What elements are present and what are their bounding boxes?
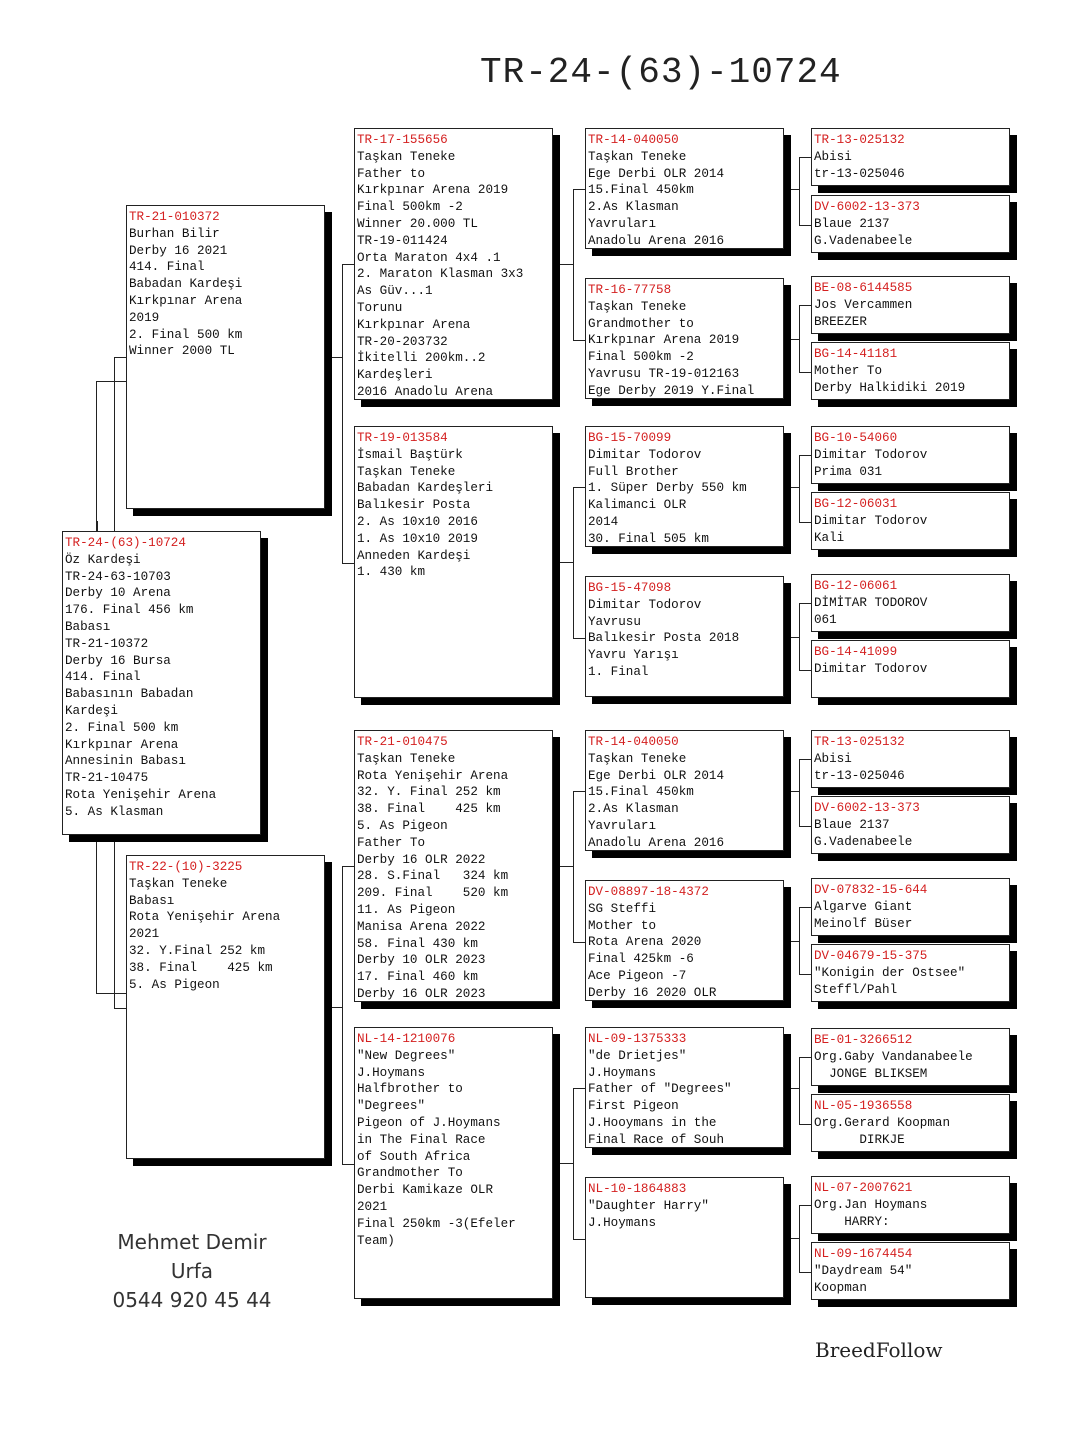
pigeon-note: 5. As Pigeon bbox=[129, 977, 220, 992]
pigeon-note: Derby 16 OLR 2022 bbox=[357, 852, 486, 867]
ring-number: DV-07832-15-644 bbox=[814, 883, 928, 897]
pigeon-card bbox=[811, 1176, 1010, 1234]
pigeon-note: 061 bbox=[814, 612, 837, 627]
pigeon-note: 1. 430 km bbox=[357, 565, 426, 580]
pigeon-note: Final 250km -3(Efeler bbox=[357, 1216, 516, 1231]
pigeon-note: 5. As Pigeon bbox=[357, 818, 448, 833]
pigeon-card bbox=[126, 855, 325, 1159]
pigeon-card bbox=[811, 640, 1010, 698]
pigeon-note: Taşkan Teneke bbox=[588, 299, 687, 314]
pigeon-note: Org.Gerard Koopman bbox=[814, 1115, 951, 1130]
pigeon-card bbox=[811, 492, 1010, 550]
pigeon-card bbox=[811, 944, 1010, 1002]
pigeon-note: Team) bbox=[357, 1233, 395, 1248]
connector-line bbox=[560, 866, 573, 868]
pigeon-card bbox=[811, 878, 1010, 936]
pigeon-card bbox=[354, 1027, 553, 1299]
connector-line bbox=[791, 487, 799, 489]
ring-number: TR-13-025132 bbox=[814, 735, 905, 749]
pigeon-note: Anadolu Arena 2016 bbox=[588, 233, 725, 248]
ring-number: BG-15-70099 bbox=[588, 431, 672, 445]
pigeon-note: Abisi bbox=[814, 751, 852, 766]
pigeon-note: Derby 16 2021 bbox=[129, 243, 228, 258]
pigeon-note: J.Hoymans bbox=[588, 1215, 657, 1230]
pigeon-note: 2016 Anadolu Arena bbox=[357, 384, 494, 399]
ring-number: BG-12-06061 bbox=[814, 579, 898, 593]
ring-number: TR-14-040050 bbox=[588, 133, 679, 147]
pigeon-note: Kalimanci OLR bbox=[588, 498, 687, 513]
pigeon-note: Annesinin Babası bbox=[65, 754, 186, 769]
pigeon-note: Öz Kardeşi bbox=[65, 552, 141, 567]
pigeon-note: Winner 2000 TL bbox=[129, 344, 235, 359]
pigeon-card bbox=[126, 205, 325, 509]
pigeon-note: Yavrusu bbox=[588, 614, 641, 629]
pigeon-note: "Daughter Harry" bbox=[588, 1198, 709, 1213]
pigeon-note: tr-13-025046 bbox=[814, 166, 905, 181]
ring-number: TR-21-010475 bbox=[357, 735, 448, 749]
connector-line bbox=[791, 637, 799, 639]
pigeon-note: 2021 bbox=[357, 1199, 388, 1214]
pigeon-note: Ace Pigeon -7 bbox=[588, 968, 687, 983]
ring-number: BG-10-54060 bbox=[814, 431, 898, 445]
ring-number: NL-09-1674454 bbox=[814, 1247, 913, 1261]
pigeon-note: Kırkpınar Arena bbox=[357, 317, 471, 332]
pigeon-card bbox=[585, 730, 784, 851]
pigeon-card bbox=[354, 730, 553, 1002]
pigeon-card bbox=[811, 1094, 1010, 1152]
pigeon-note: Abisi bbox=[814, 149, 852, 164]
pigeon-note: Kırkpınar Arena 2019 bbox=[588, 333, 740, 348]
pigeon-note: TR-21-10372 bbox=[65, 636, 149, 651]
ring-number: TR-16-77758 bbox=[588, 283, 672, 297]
pigeon-note: tr-13-025046 bbox=[814, 768, 905, 783]
pigeon-note: Balıkesir Posta bbox=[357, 498, 471, 513]
pigeon-card bbox=[811, 1028, 1010, 1086]
pigeon-card bbox=[62, 531, 261, 835]
pigeon-note: Winner 20.000 TL bbox=[357, 216, 478, 231]
pigeon-note: Dimitar Todorov bbox=[588, 597, 702, 612]
ring-number: BE-08-6144585 bbox=[814, 281, 913, 295]
pigeon-note: Ege Derbi OLR 2014 bbox=[588, 768, 725, 783]
pigeon-note: 30. Final 505 km bbox=[588, 531, 709, 546]
pigeon-note: Mother To bbox=[814, 363, 883, 378]
pigeon-note: 58. Final 430 km bbox=[357, 936, 478, 951]
ring-number: NL-05-1936558 bbox=[814, 1099, 913, 1113]
pigeon-note: Taşkan Teneke bbox=[357, 149, 456, 164]
connector-line bbox=[791, 791, 799, 793]
pedigree-title: TR-24-(63)-10724 bbox=[480, 52, 842, 93]
pigeon-note: "Konigin der Ostsee" bbox=[814, 965, 966, 980]
connector-line bbox=[791, 1088, 799, 1090]
pigeon-note: 2.As Klasman bbox=[588, 200, 679, 215]
pigeon-note: Derby 10 Arena bbox=[65, 586, 171, 601]
ring-number: TR-14-040050 bbox=[588, 735, 679, 749]
pigeon-note: HARRY: bbox=[814, 1214, 890, 1229]
pigeon-note: Org.Jan Hoymans bbox=[814, 1197, 928, 1212]
pigeon-card bbox=[811, 574, 1010, 632]
pigeon-note: Torunu bbox=[357, 300, 403, 315]
pigeon-note: 15.Final 450km bbox=[588, 785, 694, 800]
pigeon-note: Yavrusu TR-19-012163 bbox=[588, 366, 740, 381]
pigeon-note: "Degrees" bbox=[357, 1099, 426, 1114]
pigeon-note: Blaue 2137 bbox=[814, 817, 890, 832]
ring-number: BG-15-47098 bbox=[588, 581, 672, 595]
connector-line bbox=[560, 264, 573, 266]
pigeon-card bbox=[811, 342, 1010, 400]
pigeon-note: Babası bbox=[129, 893, 175, 908]
ring-number: DV-6002-13-373 bbox=[814, 200, 920, 214]
pigeon-note: Final 500km -2 bbox=[588, 350, 694, 365]
pigeon-note: Grandmother to bbox=[588, 316, 694, 331]
pigeon-note: Taşkan Teneke bbox=[588, 751, 687, 766]
pigeon-note: 32. Y. Final 252 km bbox=[357, 785, 501, 800]
ring-number: DV-08897-18-4372 bbox=[588, 885, 709, 899]
ring-number: NL-10-1864883 bbox=[588, 1182, 687, 1196]
pigeon-note: Ege Derby 2019 Y.Final bbox=[588, 383, 755, 398]
pigeon-note: Koopman bbox=[814, 1280, 867, 1295]
owner-info bbox=[106, 1228, 278, 1315]
pigeon-card bbox=[811, 128, 1010, 186]
pigeon-note: TR-20-203732 bbox=[357, 334, 448, 349]
pigeon-note: 209. Final 520 km bbox=[357, 886, 509, 901]
pigeon-note: J.Hoymans bbox=[357, 1065, 426, 1080]
pigeon-note: 28. S.Final 324 km bbox=[357, 869, 509, 884]
pigeon-note: 11. As Pigeon bbox=[357, 902, 456, 917]
pigeon-note: Steffl/Pahl bbox=[814, 982, 898, 997]
pigeon-card bbox=[811, 730, 1010, 788]
pigeon-note: Babadan Kardeşi bbox=[129, 277, 243, 292]
pigeon-note: Derby 10 OLR 2023 bbox=[357, 953, 486, 968]
pigeon-note: Father of "Degrees" bbox=[588, 1082, 732, 1097]
pigeon-note: TR-19-011424 bbox=[357, 233, 448, 248]
pigeon-note: 414. Final bbox=[129, 260, 205, 275]
pigeon-note: Kırkpınar Arena 2019 bbox=[357, 183, 509, 198]
ring-number: NL-09-1375333 bbox=[588, 1032, 687, 1046]
pigeon-note: Ege Derbi OLR 2014 bbox=[588, 166, 725, 181]
pigeon-note: Anadolu Arena 2016 bbox=[588, 835, 725, 850]
pigeon-note: Derby 16 2020 OLR bbox=[588, 985, 717, 1000]
ring-number: DV-04679-15-375 bbox=[814, 949, 928, 963]
pigeon-note: 2. Final 500 km bbox=[129, 327, 243, 342]
pigeon-note: G.Vadenabeele bbox=[814, 834, 913, 849]
ring-number: BG-14-41181 bbox=[814, 347, 898, 361]
brand-logo: BreedFollow bbox=[815, 1338, 943, 1362]
owner-phone: 0544 920 45 44 bbox=[112, 1288, 272, 1312]
pigeon-note: Derby Halkidiki 2019 bbox=[814, 380, 966, 395]
pigeon-note: Yavruları bbox=[588, 216, 657, 231]
pigeon-note: Kardeşleri bbox=[357, 368, 433, 383]
ring-number: TR-22-(10)-3225 bbox=[129, 860, 243, 874]
pigeon-note: Grandmother To bbox=[357, 1166, 463, 1181]
pigeon-card bbox=[585, 426, 784, 547]
pigeon-note: Dimitar Todorov bbox=[814, 513, 928, 528]
pigeon-card bbox=[585, 1027, 784, 1148]
pigeon-note: Rota Yenişehir Arena bbox=[129, 910, 281, 925]
pigeon-note: Yavruları bbox=[588, 818, 657, 833]
pigeon-note: Anneden Kardeşi bbox=[357, 548, 471, 563]
pigeon-note: Org.Gaby Vandanabeele bbox=[814, 1049, 973, 1064]
connector-line bbox=[791, 189, 799, 191]
pigeon-note: 38. Final 425 km bbox=[129, 960, 273, 975]
pigeon-note: Derby 16 OLR 2023 bbox=[357, 986, 486, 1001]
pigeon-note: Jos Vercammen bbox=[814, 297, 913, 312]
pigeon-note: Kırkpınar Arena bbox=[129, 293, 243, 308]
pigeon-card bbox=[811, 426, 1010, 484]
pigeon-note: Dimitar Todorov bbox=[588, 447, 702, 462]
pigeon-note: Balıkesir Posta 2018 bbox=[588, 631, 740, 646]
pigeon-note: Dimitar Todorov bbox=[814, 447, 928, 462]
pigeon-note: 2.As Klasman bbox=[588, 802, 679, 817]
pigeon-note: Blaue 2137 bbox=[814, 216, 890, 231]
connector-line bbox=[332, 1007, 342, 1009]
pigeon-note: Orta Maraton 4x4 .1 bbox=[357, 250, 501, 265]
pigeon-note: Meinolf Büser bbox=[814, 916, 913, 931]
pigeon-note: Kali bbox=[814, 530, 845, 545]
pigeon-note: Manisa Arena 2022 bbox=[357, 919, 486, 934]
ring-number: TR-13-025132 bbox=[814, 133, 905, 147]
pigeon-card bbox=[585, 128, 784, 249]
pigeon-note: İsmail Baştürk bbox=[357, 447, 463, 462]
pigeon-note: Prima 031 bbox=[814, 464, 883, 479]
pigeon-note: 17. Final 460 km bbox=[357, 970, 478, 985]
pigeon-note: DIRKJE bbox=[814, 1132, 905, 1147]
pigeon-note: TR-21-10475 bbox=[65, 771, 149, 786]
pigeon-note: Father to bbox=[357, 166, 426, 181]
pigeon-note: 15.Final 450km bbox=[588, 183, 694, 198]
pigeon-note: 2. Final 500 km bbox=[65, 720, 179, 735]
pigeon-card bbox=[811, 796, 1010, 854]
pigeon-note: 5. As Klasman bbox=[65, 804, 164, 819]
ring-number: BG-14-41099 bbox=[814, 645, 898, 659]
ring-number: DV-6002-13-373 bbox=[814, 801, 920, 815]
pigeon-note: 1. Süper Derby 550 km bbox=[588, 481, 747, 496]
pigeon-card bbox=[811, 195, 1010, 253]
pigeon-note: 2021 bbox=[129, 927, 160, 942]
pigeon-note: As Güv...1 bbox=[357, 284, 433, 299]
pigeon-card bbox=[811, 1242, 1010, 1300]
pigeon-note: Taşkan Teneke bbox=[357, 751, 456, 766]
owner-city: Urfa bbox=[170, 1259, 214, 1283]
pigeon-note: TR-24-63-10703 bbox=[65, 569, 171, 584]
pigeon-note: 32. Y.Final 252 km bbox=[129, 943, 266, 958]
pigeon-note: 414. Final bbox=[65, 670, 141, 685]
pigeon-card bbox=[585, 880, 784, 1001]
pigeon-note: Taşkan Teneke bbox=[357, 464, 456, 479]
ring-number: TR-21-010372 bbox=[129, 210, 220, 224]
pigeon-note: Babası bbox=[65, 619, 111, 634]
pigeon-note: of South Africa bbox=[357, 1149, 471, 1164]
connector-line bbox=[791, 941, 799, 943]
connector-line bbox=[791, 339, 799, 341]
pigeon-note: J.Hooymans in the bbox=[588, 1115, 717, 1130]
pigeon-note: JONGE BLIKSEM bbox=[814, 1066, 928, 1081]
pigeon-note: Pigeon of J.Hoymans bbox=[357, 1115, 501, 1130]
pigeon-note: 38. Final 425 km bbox=[357, 802, 501, 817]
pigeon-note: "de Drietjes" bbox=[588, 1048, 687, 1063]
connector-line bbox=[560, 1163, 573, 1165]
ring-number: NL-07-2007621 bbox=[814, 1181, 913, 1195]
pigeon-note: Yavru Yarışı bbox=[588, 648, 679, 663]
pigeon-card bbox=[585, 576, 784, 697]
pigeon-note: 1. Final bbox=[588, 664, 649, 679]
pigeon-note: Taşkan Teneke bbox=[129, 876, 228, 891]
pigeon-note: "Daydream 54" bbox=[814, 1263, 913, 1278]
pigeon-note: Babasının Babadan bbox=[65, 687, 194, 702]
pigeon-card bbox=[354, 128, 553, 400]
pigeon-note: First Pigeon bbox=[588, 1099, 679, 1114]
ring-number: TR-17-155656 bbox=[357, 133, 448, 147]
pigeon-note: Kardeşi bbox=[65, 703, 118, 718]
pigeon-note: DİMİTAR TODOROV bbox=[814, 595, 928, 610]
pigeon-note: Dimitar Todorov bbox=[814, 661, 928, 676]
pigeon-note: İkitelli 200km..2 bbox=[357, 351, 486, 366]
pigeon-card bbox=[354, 426, 553, 698]
pigeon-note: Kırkpınar Arena bbox=[65, 737, 179, 752]
pigeon-card bbox=[811, 276, 1010, 334]
pigeon-note: "New Degrees" bbox=[357, 1048, 456, 1063]
owner-name: Mehmet Demir bbox=[117, 1230, 267, 1254]
pigeon-note: G.Vadenabeele bbox=[814, 233, 913, 248]
connector-line bbox=[560, 562, 573, 564]
connector-line bbox=[332, 357, 342, 359]
pigeon-note: Father To bbox=[357, 835, 426, 850]
pigeon-note: 2014 bbox=[588, 514, 619, 529]
pigeon-note: Babadan Kardeşleri bbox=[357, 481, 494, 496]
pigeon-note: Halfbrother to bbox=[357, 1082, 463, 1097]
pigeon-note: 2019 bbox=[129, 310, 160, 325]
pigeon-note: Burhan Bilir bbox=[129, 226, 220, 241]
pigeon-note: Final Race of Souh bbox=[588, 1132, 725, 1147]
ring-number: BG-12-06031 bbox=[814, 497, 898, 511]
pigeon-card bbox=[585, 278, 784, 399]
pigeon-note: Derby 16 Bursa bbox=[65, 653, 171, 668]
pigeon-note: Final 500km -2 bbox=[357, 200, 463, 215]
pigeon-note: 176. Final 456 km bbox=[65, 603, 194, 618]
pigeon-note: Algarve Giant bbox=[814, 899, 913, 914]
pigeon-note: Full Brother bbox=[588, 464, 679, 479]
ring-number: TR-19-013584 bbox=[357, 431, 448, 445]
ring-number: NL-14-1210076 bbox=[357, 1032, 456, 1046]
pigeon-note: 1. As 10x10 2019 bbox=[357, 531, 478, 546]
pigeon-note: 2. Maraton Klasman 3x3 bbox=[357, 267, 524, 282]
pigeon-note: Rota Yenişehir Arena bbox=[65, 787, 217, 802]
pigeon-note: J.Hoymans bbox=[588, 1065, 657, 1080]
pigeon-note: Final 425km -6 bbox=[588, 952, 694, 967]
connector-line bbox=[791, 1238, 799, 1240]
pigeon-note: Derbi Kamikaze OLR bbox=[357, 1183, 494, 1198]
pigeon-note: Taşkan Teneke bbox=[588, 149, 687, 164]
pigeon-note: Rota Yenişehir Arena bbox=[357, 768, 509, 783]
pigeon-note: 2. As 10x10 2016 bbox=[357, 514, 478, 529]
ring-number: BE-01-3266512 bbox=[814, 1033, 913, 1047]
pigeon-note: in The Final Race bbox=[357, 1132, 486, 1147]
pigeon-card bbox=[585, 1177, 784, 1298]
pigeon-note: Rota Arena 2020 bbox=[588, 935, 702, 950]
pigeon-note: BREEZER bbox=[814, 314, 867, 329]
pigeon-note: Mother to bbox=[588, 918, 657, 933]
pigeon-note: SG Steffi bbox=[588, 901, 657, 916]
ring-number: TR-24-(63)-10724 bbox=[65, 536, 186, 550]
